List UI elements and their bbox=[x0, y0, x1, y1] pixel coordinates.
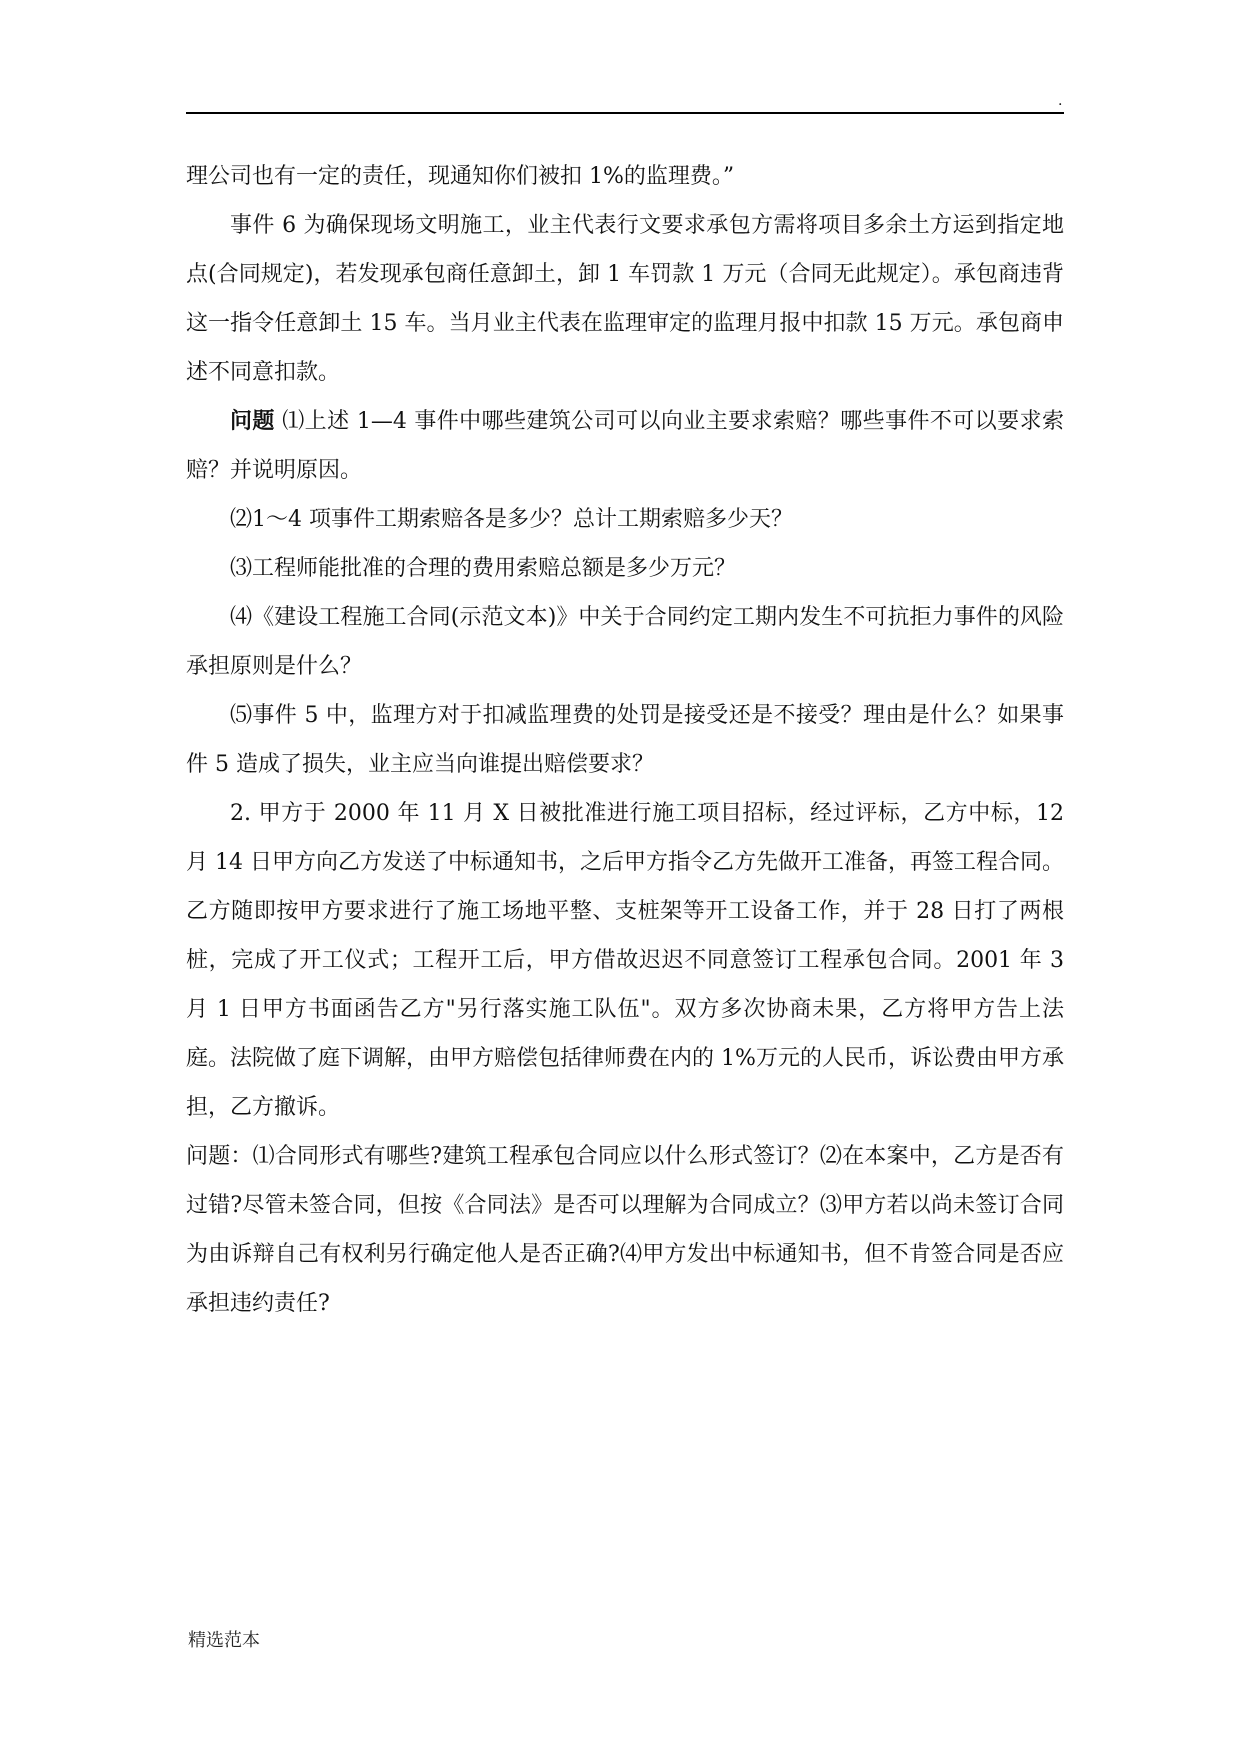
paragraph-question-4: ⑷《建设工程施工合同(示范文本)》中关于合同约定工期内发生不可抗拒力事件的风险承担原则是什么？ bbox=[186, 605, 1064, 679]
paragraph-question-2: ⑵1～4 项事件工期索赔各是多少？总计工期索赔多少天？ bbox=[230, 507, 793, 532]
document-body bbox=[186, 152, 1064, 1328]
question-label: 问题 bbox=[230, 408, 275, 434]
paragraph-continuation: 理公司也有一定的责任，现通知你们被扣 1%的监理费。” bbox=[186, 164, 735, 189]
header-rule bbox=[186, 112, 1064, 114]
question-1-text: ⑴上述 1—4 事件中哪些建筑公司可以向业主要求索赔？哪些事件不可以要求索赔？并说明原因。 bbox=[186, 409, 1064, 483]
header-mark: . bbox=[1058, 93, 1063, 109]
paragraph-case-2: 2. 甲方于 2000 年 11 月 X 日被批准进行施工项目招标，经过评标，乙方中标，12 月 14 日甲方向乙方发送了中标通知书，之后甲方指令乙方先做开工准备，再签工程合同。乙方随即按甲方要求进行了施工场地平整、支桩架等开工设备工作，并于 28 日打了两根桩，完成了开工仪式；工程开工后，甲方借故迟迟不同意签订工程承包合同。2001 年 3 月 1 日甲方书面函告乙方"另行落实施工队伍"。双方多次协商未果，乙方将甲方告上法庭。法院做了庭下调解，由甲方赔偿包括律师费在内的 1%万元的人民币，诉讼费由甲方承担，乙方撤诉。 bbox=[186, 801, 1064, 1120]
paragraph-question-3: ⑶工程师能批准的合理的费用索赔总额是多少万元？ bbox=[230, 556, 737, 581]
paragraph-question-5: ⑸事件 5 中，监理方对于扣减监理费的处罚是接受还是不接受？理由是什么？如果事件 5 造成了损失，业主应当向谁提出赔偿要求？ bbox=[186, 703, 1064, 777]
footer-label: 精选范本 bbox=[188, 1630, 260, 1651]
paragraph-event-6: 事件 6 为确保现场文明施工，业主代表行文要求承包方需将项目多余土方运到指定地点(合同规定)，若发现承包商任意卸土，卸 1 车罚款 1 万元（合同无此规定）。承包商违背这一指令任意卸土 15 车。当月业主代表在监理审定的监理月报中扣款 15 万元。承包商申述不同意扣款。 bbox=[186, 213, 1064, 385]
paragraph-case-2-questions: 问题：⑴合同形式有哪些?建筑工程承包合同应以什么形式签订？⑵在本案中，乙方是否有过错?尽管未签合同，但按《合同法》是否可以理解为合同成立？⑶甲方若以尚未签订合同为由诉辩自己有权利另行确定他人是否正确?⑷甲方发出中标通知书，但不肯签合同是否应承担违约责任? bbox=[186, 1144, 1064, 1316]
paragraph-question-1 bbox=[186, 397, 1064, 495]
